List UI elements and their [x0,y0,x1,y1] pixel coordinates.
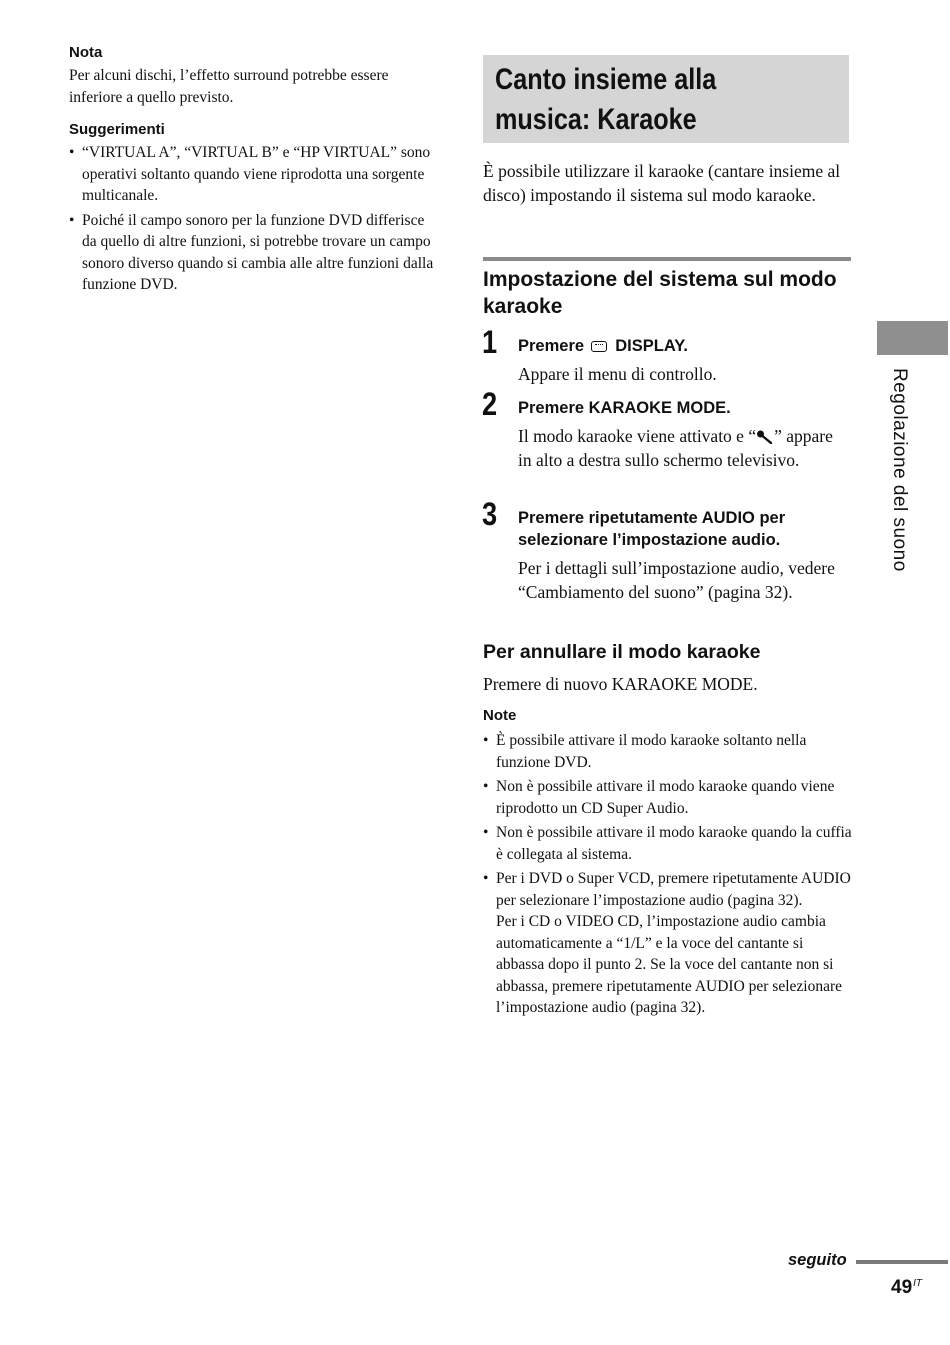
section-divider [483,257,851,261]
note-item: • Non è possibile attivare il modo karaoke quando la cuffia è collegata al sistema. [483,822,855,865]
note-item-text: Per i DVD o Super VCD, premere ripetutamente AUDIO per selezionare l’impostazione audio (pagina 32). [496,870,851,909]
step-1-instruction-post: DISPLAY. [615,337,689,355]
page-title-line-2: musica: Karaoke [495,103,697,136]
step-2-instruction: Premere KARAOKE MODE. [518,399,731,417]
note-item [483,868,855,1019]
note-item: • È possibile attivare il modo karaoke soltanto nella funzione DVD. [483,730,855,773]
cancel-text: Premere di nuovo KARAOKE MODE. [483,674,758,694]
notes-list [483,730,855,1022]
step-2-result [518,424,848,472]
cancel-heading: Per annullare il modo karaoke [483,641,761,663]
display-button-icon [591,341,607,352]
tip-item: • “VIRTUAL A”, “VIRTUAL B” e “HP VIRTUAL” sono operativi soltanto quando viene riprodotta una sorgente multicanale. [69,142,441,207]
step-number-1: 1 [482,324,498,360]
continued-label: seguito [788,1251,847,1269]
left-column [69,44,441,299]
page-title-line-1: Canto insieme alla [495,63,717,96]
step-3-result: Per i dettagli sull’impostazione audio, vedere “Cambiamento del suono” (pagina 32). [518,558,835,602]
continued-line [856,1260,948,1264]
note-text: Per alcuni dischi, l’effetto surround potrebbe essere inferiore a quello previsto. [69,67,389,106]
page-title-box [483,55,849,143]
step-1-result: Appare il menu di controllo. [518,364,717,384]
tips-heading: Suggerimenti [69,121,165,138]
section-tab-label: Regolazione del suono [889,368,910,572]
notes-heading: Note [483,707,517,724]
note-item-continuation: Per i CD o VIDEO CD, l’impostazione audio cambia automaticamente a “1/L” e la voce del cantante si abbassa dopo il punto 2. Se la voce del cantante non si abbassa, premere ripetutamente AUDIO per selezionare l’impostazione audio (pagina 32). [496,913,843,1016]
step-2-result-pre: Il modo karaoke viene attivato e “ [518,426,757,446]
tips-list [69,142,441,296]
note-heading: Nota [69,44,103,61]
page-language-suffix: IT [913,1278,923,1289]
intro-paragraph: È possibile utilizzare il karaoke (cantare insieme al disco) impostando il sistema sul modo karaoke. [483,161,841,205]
page-number-value: 49 [891,1277,913,1298]
page-number [891,1277,922,1299]
step-1-instruction-pre: Premere [518,337,585,355]
tip-item: • Poiché il campo sonoro per la funzione DVD differisce da quello di altre funzioni, si potrebbe trovare un campo sonoro diverso quando si cambia alle altre funzioni dalla funzione DVD. [69,210,441,296]
section-heading: Impostazione del sistema sul modo karaoke [483,268,837,318]
step-number-2: 2 [482,386,498,422]
section-tab-marker [877,321,948,355]
step-1-instruction [518,335,848,357]
microphone-icon [756,430,774,444]
step-2-result-post: ” appare in alto a destra sullo schermo televisivo. [518,426,833,470]
note-item: • Non è possibile attivare il modo karaoke quando viene riprodotto un CD Super Audio. [483,776,855,819]
step-3-instruction: Premere ripetutamente AUDIO per selezionare l’impostazione audio. [518,509,786,549]
step-number-3: 3 [482,496,498,532]
